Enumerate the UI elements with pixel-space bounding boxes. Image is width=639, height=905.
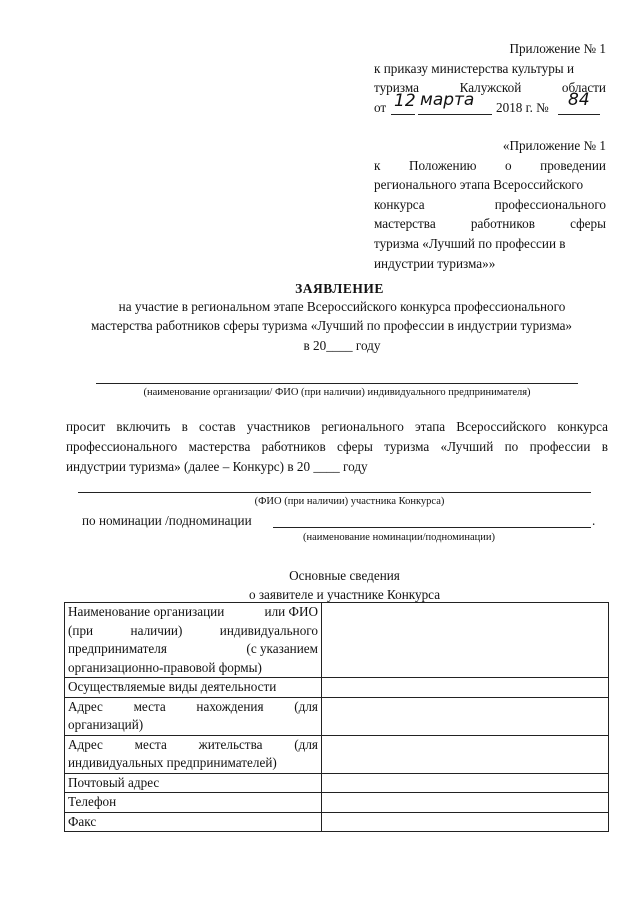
reg-line-5: туризма «Лучший по профессии в — [374, 235, 566, 251]
appendix-title: Приложение № 1 — [509, 41, 606, 56]
value-fax[interactable] — [322, 812, 609, 832]
handwritten-day: 12 — [394, 90, 416, 111]
request-line-1: просит включить в состав участников регионального этапа Всероссийского конкурса — [66, 419, 608, 434]
title-line-1: на участие в региональном этапе Всероссийского конкурса профессионального — [118, 299, 566, 314]
nomination-caption: (наименование номинации/подноминации) — [303, 532, 496, 543]
title-line-3: в 20____ году — [303, 338, 381, 353]
value-postal-address[interactable] — [322, 773, 609, 793]
nomination-end: . — [592, 513, 596, 528]
request-line-3: индустрии туризма» (далее – Конкурс) в 20 ____ году — [66, 459, 368, 474]
regulation-block — [374, 136, 606, 273]
participant-caption: (ФИО (при наличии) участника Конкурса) — [254, 496, 445, 507]
value-organization[interactable] — [322, 603, 609, 678]
request-paragraph — [66, 417, 608, 477]
table-row — [65, 678, 609, 698]
row-label-postal-address: Почтовый адрес — [65, 773, 322, 793]
organization-caption: (наименование организации/ ФИО (при наличии) индивидуального предпринимателя) — [143, 387, 531, 398]
table-row — [65, 812, 609, 832]
info-heading-1: Основные сведения — [289, 568, 400, 583]
nomination-label: по номинации /подноминации — [82, 513, 252, 528]
order-date-line: от 12 марта 2018 г. № 84 — [374, 98, 606, 118]
title-line-2: мастерства работников сферы туризма «Лучший по профессии в индустрии туризма» — [90, 318, 573, 333]
row-label-activities: Осуществляемые виды деятельности — [65, 678, 322, 698]
info-heading-2: о заявителе и участнике Конкурса — [248, 587, 441, 602]
value-location-address[interactable] — [322, 697, 609, 735]
table-row — [65, 735, 609, 773]
row-label-location-address: Адрес места нахождения (для организаций) — [65, 697, 322, 735]
reg-line-3: конкурса профессионального — [374, 196, 606, 212]
row-label-residence-address: Адрес места жительства (для индивидуальных предпринимателей) — [65, 735, 322, 773]
reg-line-2: регионального этапа Всероссийского — [374, 177, 584, 193]
table-row — [65, 793, 609, 813]
table-row — [65, 603, 609, 678]
participant-name-line[interactable] — [78, 492, 591, 493]
handwritten-order-number: 84 — [568, 89, 590, 110]
nomination-line[interactable] — [273, 527, 591, 528]
row-label-phone: Телефон — [65, 793, 322, 813]
order-line-2: туризма Калужской области — [374, 80, 606, 96]
table-row — [65, 773, 609, 793]
reg-line-6: индустрии туризма»» — [374, 255, 496, 271]
row-label-organization: Наименование организации или ФИО (при наличии) индивидуального предпринимателя (с указанием организационно-правовой формы) — [65, 603, 322, 678]
value-activities[interactable] — [322, 678, 609, 698]
handwritten-month: марта — [420, 89, 475, 110]
row-label-fax: Факс — [65, 812, 322, 832]
header-block — [374, 39, 606, 118]
value-phone[interactable] — [322, 793, 609, 813]
table-row — [65, 697, 609, 735]
order-line-1: к приказу министерства культуры и — [374, 60, 575, 76]
request-line-2: профессионального мастерства работников сферы туризма «Лучший по профессии в — [66, 439, 608, 454]
reg-line-1: к Положению о проведении — [374, 157, 606, 173]
reg-line-4: мастерства работников сферы — [374, 216, 606, 232]
value-residence-address[interactable] — [322, 735, 609, 773]
info-table — [64, 602, 609, 832]
organization-name-line[interactable] — [96, 383, 578, 384]
quote-appendix: «Приложение № 1 — [502, 138, 606, 153]
document-title: ЗАЯВЛЕНИЕ — [295, 281, 384, 296]
